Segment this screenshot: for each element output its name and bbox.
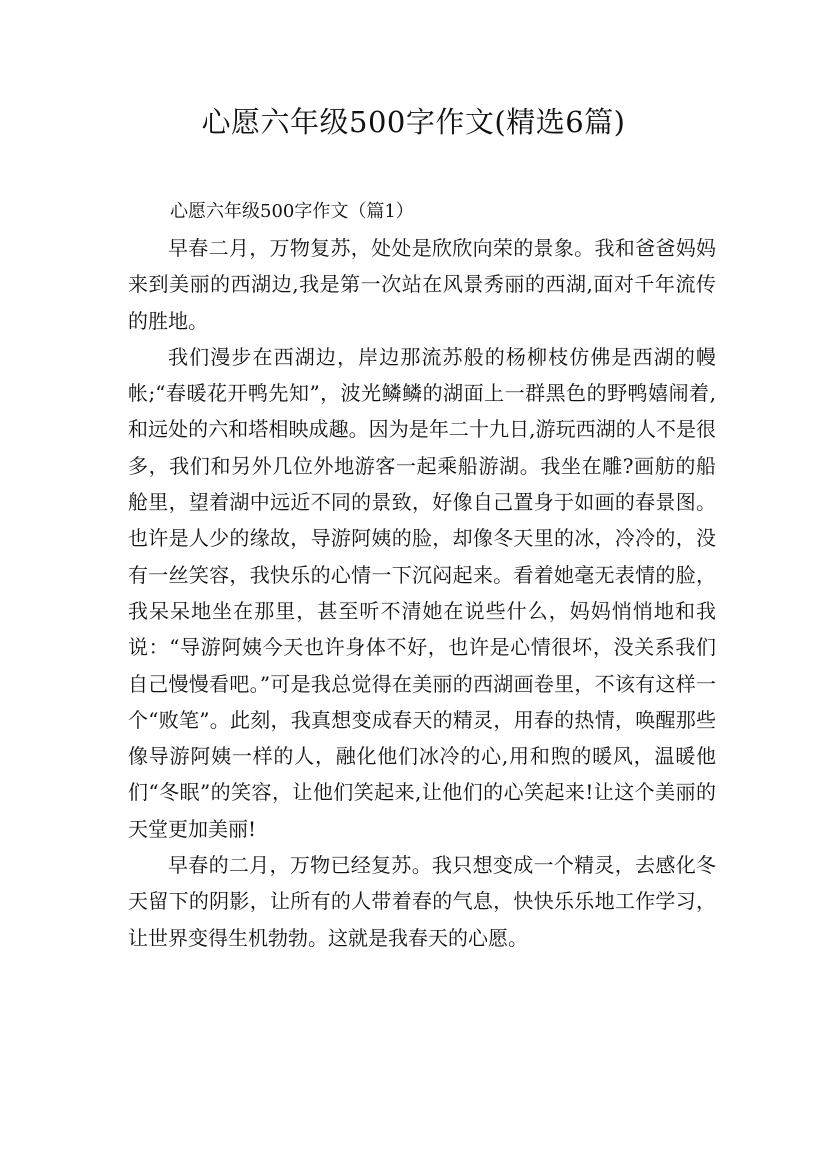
paragraph-2: 我们漫步在西湖边，岸边那流苏般的杨柳枝仿佛是西湖的幔帐;“春暖花开鸭先知”，波光鳞鳞的湖面上一群黑色的野鸭嬉闹着,和远处的六和塔相映成趣。因为是年二十九日,游玩西湖的人不是很多，我们和另外几位外地游客一起乘船游湖。我坐在雕?画舫的船舱里，望着湖中远近不同的景致，好像自己置身于如画的春景图。也许是人少的缘故，导游阿姨的脸，却像冬天里的冰，冷冷的，没有一丝笑容，我快乐的心情一下沉闷起来。看着她毫无表情的脸，我呆呆地坐在那里，甚至听不清她在说些什么，妈妈悄悄地和我说：“导游阿姨今天也许身体不好，也许是心情很坏，没关系我们自己慢慢看吧。”可是我总觉得在美丽的西湖画卷里，不该有这样一个“败笔”。此刻，我真想变成春天的精灵，用春的热情，唤醒那些像导游阿姨一样的人，融化他们冰冷的心,用和煦的暖风，温暖他们“冬眠”的笑容，让他们笑起来,让他们的心笑起来!让这个美丽的天堂更加美丽! bbox=[128, 344, 716, 841]
document-body bbox=[128, 194, 716, 956]
paragraph-3: 早春的二月，万物已经复苏。我只想变成一个精灵，去感化冬天留下的阴影，让所有的人带着春的气息，快快乐乐地工作学习，让世界变得生机勃勃。这就是我春天的心愿。 bbox=[128, 853, 716, 950]
section-heading: 心愿六年级500字作文（篇1） bbox=[170, 201, 414, 222]
document-title: 心愿六年级500字作文(精选6篇) bbox=[201, 105, 626, 139]
paragraph-1: 早春二月，万物复苏，处处是欣欣向荣的景象。我和爸爸妈妈来到美丽的西湖边,我是第一次站在风景秀丽的西湖,面对千年流传的胜地。 bbox=[128, 236, 716, 333]
